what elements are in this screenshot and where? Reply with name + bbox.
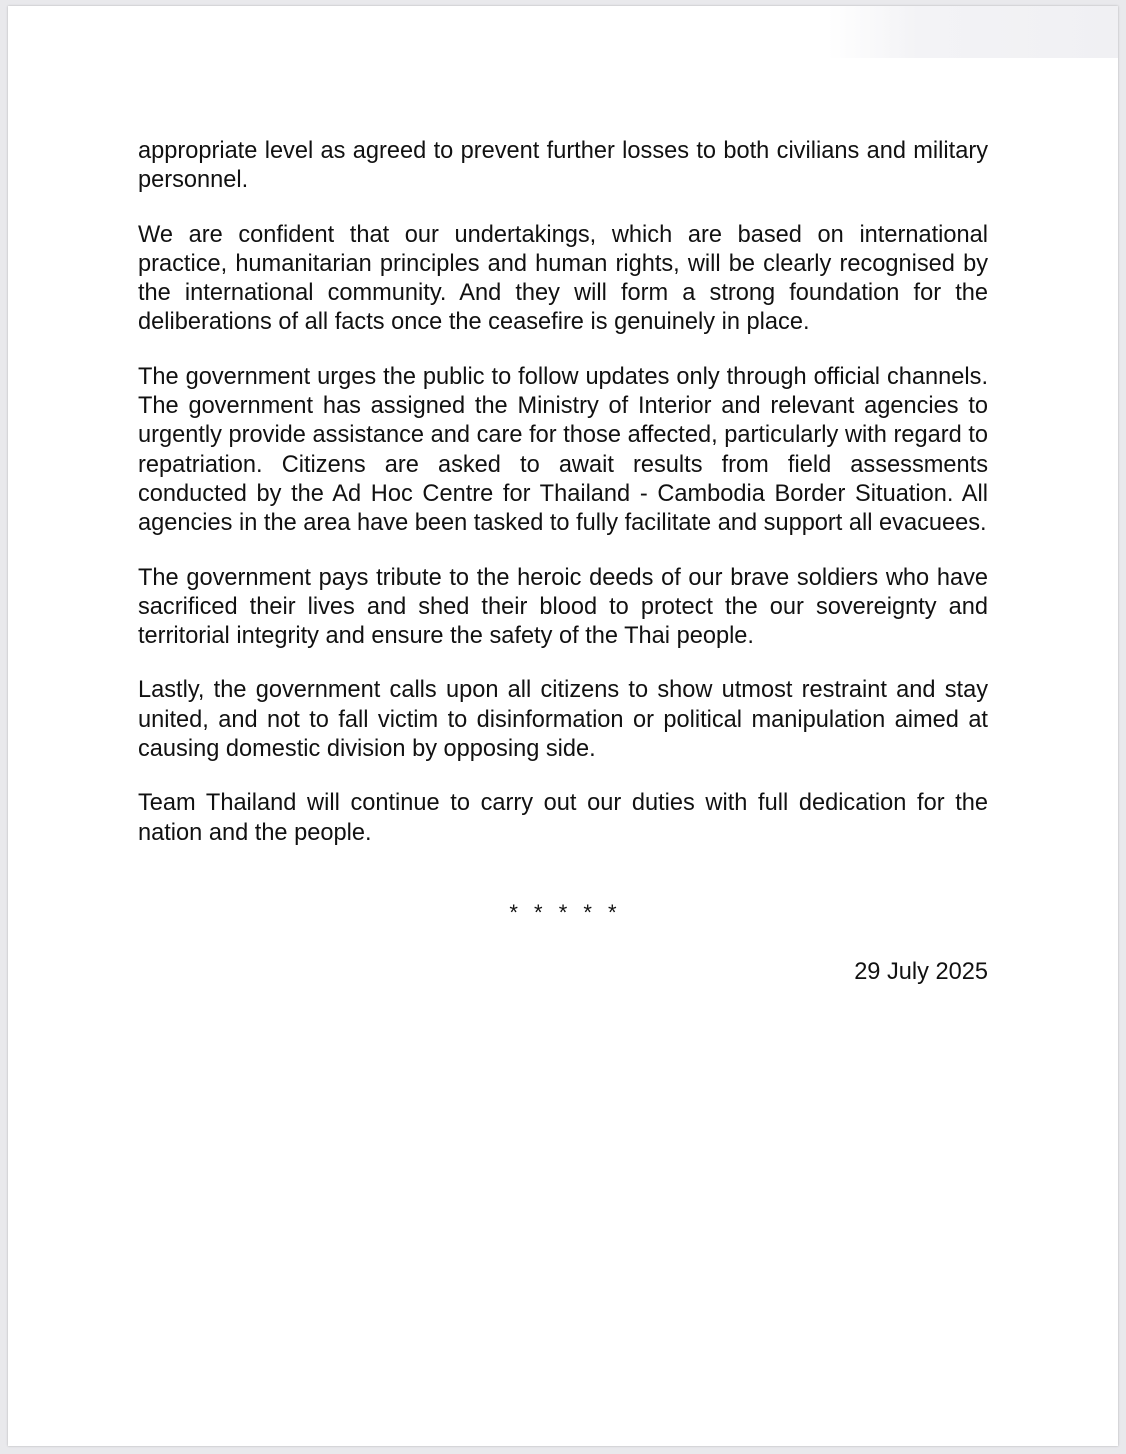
section-separator: * * * * * [509,900,622,925]
paragraph-restraint-unity: Lastly, the government calls upon all citizens to show utmost restraint and stay united, and not to fall victim to disinformation or political manipulation aimed at causing domestic division by opposing side. [138,677,988,763]
paragraph-ceasefire-level: appropriate level as agreed to prevent further losses to both civilians and military personnel. [138,138,988,194]
paragraph-international-recognition: We are confident that our undertakings, which are based on international practice, humanitarian principles and human rights, will be clearly recognised by the international community. And they will form a strong foundation for the deliberations of all facts once the ceasefire is genuinely in place. [138,221,988,336]
paragraph-tribute-soldiers: The government pays tribute to the heroic deeds of our brave soldiers who have sacrificed their lives and shed their blood to protect the our sovereignty and territorial integrity and ensure the safety of the Thai people. [138,564,988,650]
corner-smudge [828,6,1118,58]
paragraph-team-thailand: Team Thailand will continue to carry out our duties with full dedication for the nation and the people. [138,790,988,846]
document-date: 29 July 2025 [854,959,988,985]
statement-body [138,137,988,873]
paragraph-official-channels: The government urges the public to follow updates only through official channels. The government has assigned the Ministry of Interior and relevant agencies to urgently provide assistance and care for those affected, particularly with regard to repatriation. Citizens are asked to await results from field assessments conducted by the Ad Hoc Centre for Thailand - Cambodia Border Situation. All agencies in the area have been tasked to fully facilitate and support all evacuees. [138,363,988,537]
document-page [8,6,1118,1446]
